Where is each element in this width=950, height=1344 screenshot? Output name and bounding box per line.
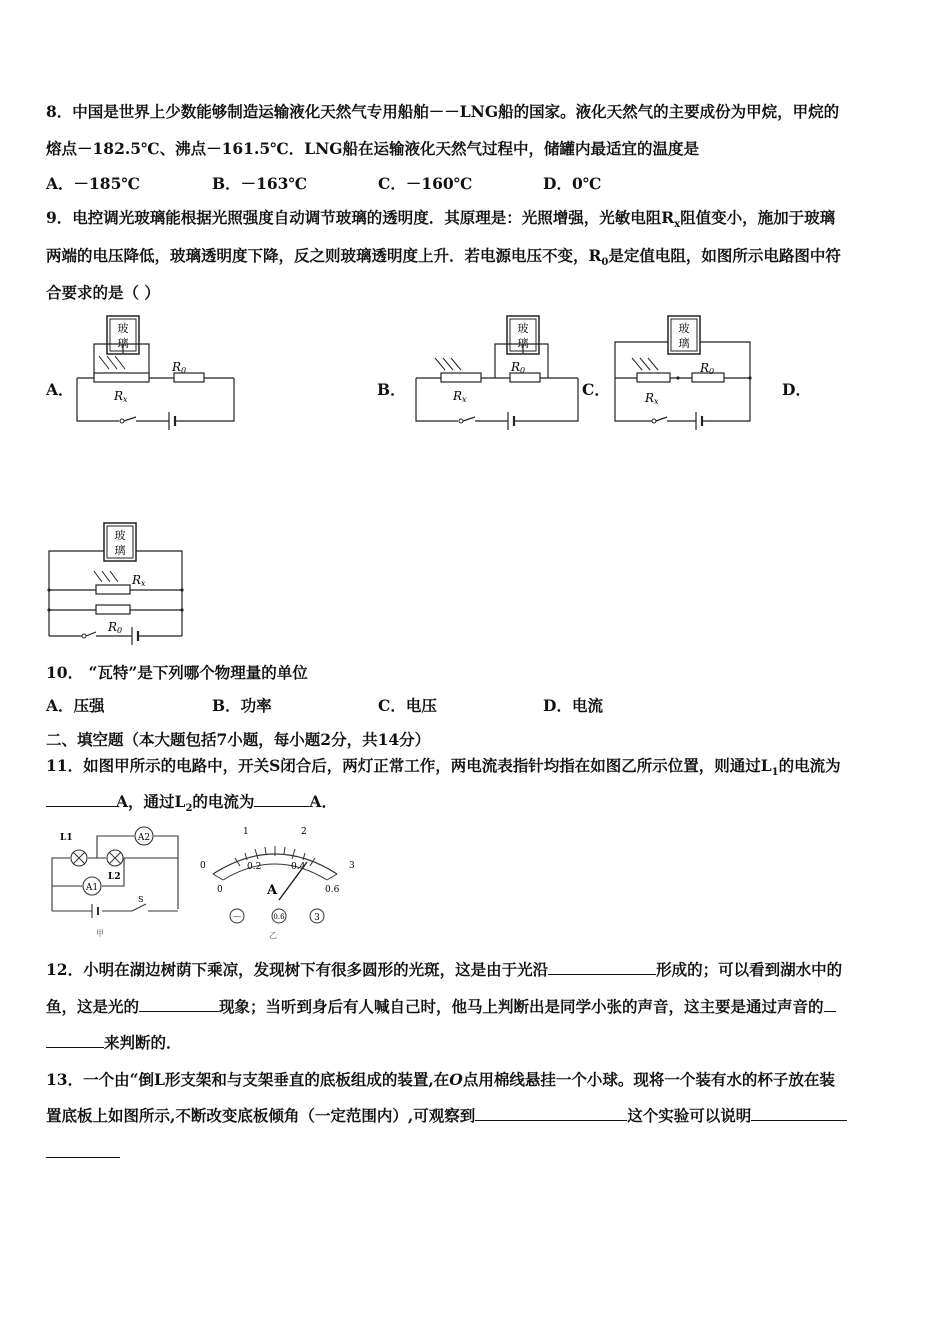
q11-blank-2[interactable] [254, 792, 309, 807]
terminal-06: 0.6 [273, 913, 285, 921]
glass-label-bottom: 璃 [117, 337, 129, 350]
l1-label: L1 [60, 833, 73, 843]
r0-label: R0 [172, 360, 187, 375]
q13-line2: 置底板上如图所示,不断改变底板倾角（一定范围内）,可观察到 这个实验可以说明 [46, 1106, 847, 1126]
l2-label: L2 [108, 872, 121, 882]
scale-top-1: 1 [243, 827, 249, 837]
a1-label: A1 [85, 883, 99, 893]
q8-option-d[interactable]: D．0℃ [543, 174, 602, 193]
glass-label-top: 玻 [114, 529, 126, 542]
q11-ammeter-figure [195, 822, 360, 942]
meter-unit: A [267, 883, 278, 898]
scale-bottom-1: 0.2 [247, 862, 262, 872]
q12-line3: 来判断的． [46, 1033, 182, 1053]
q9-line3: 合要求的是（ ） [46, 283, 160, 302]
r0-label: R0 [511, 360, 526, 375]
q9-option-c-label[interactable]: C． [582, 380, 610, 399]
q8-option-a[interactable]: A．－185℃ [46, 174, 140, 193]
scale-top-0: 0 [200, 861, 206, 871]
scale-top-3: 3 [349, 861, 355, 871]
terminal-neg: － [232, 912, 242, 923]
q8-option-c[interactable]: C．－160℃ [378, 174, 473, 193]
r0-label: R0 [108, 620, 123, 635]
fig-jia-label: 甲 [96, 929, 104, 938]
q10-option-c[interactable]: C．电压 [378, 696, 437, 715]
q11-line2: A，通过$L_2$的电流为 A． [46, 792, 337, 819]
q9-option-b-label[interactable]: B． [377, 380, 406, 399]
switch-label: S [138, 895, 144, 904]
scale-bottom-3: 0.6 [325, 885, 340, 895]
q8-option-b[interactable]: B．－163℃ [212, 174, 308, 193]
q12-blank-3b[interactable] [46, 1033, 104, 1048]
glass-label-top: 玻 [678, 322, 690, 335]
glass-label-bottom: 璃 [114, 544, 126, 557]
q11-circuit-figure [46, 824, 186, 939]
glass-label-top: 玻 [517, 322, 529, 335]
rx-label: Rx [645, 391, 659, 406]
terminal-3: 3 [314, 913, 320, 923]
q12-blank-2[interactable] [139, 997, 219, 1012]
q13-blank-2a[interactable] [751, 1106, 847, 1121]
q13-line3 [46, 1143, 120, 1163]
r0-label: R0 [700, 361, 715, 376]
q12-line1: 12．小明在湖边树荫下乘凉，发现树下有很多圆形的光斑，这是由于光沿 形成的；可以看到湖水中的 [46, 960, 843, 979]
section-heading: 二、填空题（本大题包括7小题，每小题2分，共14分） [46, 730, 431, 749]
circuit-c [612, 314, 757, 429]
rx-label: Rx [453, 389, 467, 404]
rx-label: Rx [132, 573, 146, 588]
circuit-b [413, 314, 583, 429]
q8-line1: 8．中国是世界上少数能够制造运输液化天然气专用船舶－－LNG船的国家。液化天然气的主要成份为甲烷，甲烷的 [46, 102, 840, 121]
q13-line1: 13．一个由“倒L形支架和与支架垂直的底板组成的装置,在O点用棉线悬挂一个小球。现将一个装有水的杯子放在装 [46, 1070, 835, 1089]
q12-blank-1[interactable] [548, 960, 656, 975]
q11-line1: 11．如图甲所示的电路中，开关S闭合后，两灯正常工作，两电流表指针均指在如图乙所示位置，则通过$L_1$的电流为 [46, 756, 841, 779]
q11-blank-1[interactable] [46, 792, 116, 807]
glass-label-bottom: 璃 [517, 337, 529, 350]
circuit-a [74, 314, 239, 429]
q13-blank-1[interactable] [475, 1106, 627, 1121]
q12-blank-3a[interactable] [824, 997, 836, 1012]
glass-label-top: 玻 [117, 322, 129, 335]
q8-line2: 熔点－182.5℃、沸点－161.5℃．LNG船在运输液化天然气过程中，储罐内最适宜的温度是 [46, 139, 700, 158]
q10-line1: 10． “瓦特”是下列哪个物理量的单位 [46, 663, 308, 682]
scale-top-2: 2 [301, 827, 307, 837]
q10-option-a[interactable]: A．压强 [46, 696, 105, 715]
a2-label: A2 [137, 833, 151, 843]
q10-option-d[interactable]: D．电流 [543, 696, 603, 715]
q13-blank-2b[interactable] [46, 1143, 120, 1158]
q12-line2: 鱼，这是光的 现象；当听到身后有人喊自己时，他马上判断出是同学小张的声音，这主要是通过声音的 [46, 997, 836, 1017]
fig-yi-label: 乙 [269, 931, 277, 940]
rx-label: Rx [114, 389, 128, 404]
scale-bottom-0: 0 [217, 885, 223, 895]
q9-option-d-label[interactable]: D． [782, 380, 811, 399]
q9-line2: 两端的电压降低，玻璃透明度下降，反之则玻璃透明度上升．若电源电压不变，$R_0$是定值电阻，如图所示电路图中符 [46, 246, 841, 269]
q9-line1: 9．电控调光玻璃能根据光照强度自动调节玻璃的透明度．其原理是：光照增强，光敏电阻$R_x$阻值变小，施加于玻璃 [46, 208, 836, 231]
q10-option-b[interactable]: B．功率 [212, 696, 272, 715]
circuit-d [46, 521, 188, 646]
glass-label-bottom: 璃 [678, 337, 690, 350]
scale-bottom-2: 0.4 [291, 862, 306, 872]
q9-option-a-label[interactable]: A． [46, 380, 74, 399]
